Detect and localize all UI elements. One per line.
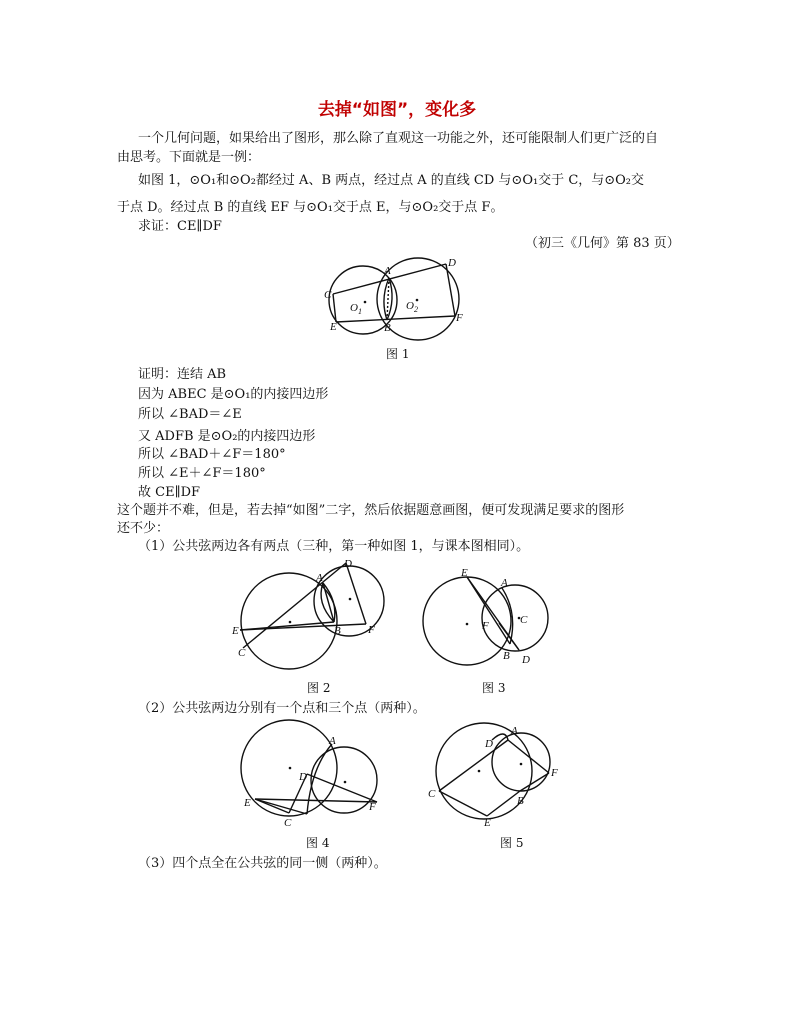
figure-5 (425, 720, 575, 830)
case-2-text: （2）公共弦两边分别有一个点和三个点（两种）。 (138, 701, 426, 716)
proof-line-4: 又 ADFB 是⊙O₂的内接四边形 (138, 429, 316, 444)
label-b: B (384, 322, 391, 334)
label-f: F (456, 312, 463, 324)
proof-line-6: 所以 ∠E＋∠F＝180° (138, 466, 266, 481)
segment-df (446, 264, 455, 316)
svg-text:D: D (299, 771, 307, 783)
svg-text:C: C (284, 817, 292, 829)
svg-text:A: A (501, 577, 508, 589)
svg-text:A: A (316, 572, 323, 584)
svg-text:D: D (344, 558, 352, 570)
figure-1-caption: 图 1 (386, 347, 410, 361)
intro-line-2: 由思考。下面就是一例： (117, 150, 261, 165)
label-o1: O (350, 302, 358, 314)
svg-text:E: E (484, 817, 491, 829)
svg-text:E: E (244, 797, 251, 809)
svg-text:C: C (520, 614, 528, 626)
proof-line-3: 所以 ∠BAD＝∠E (138, 407, 242, 422)
page-title: 去掉“如图”，变化多 (317, 100, 477, 120)
prove-statement: 求证：CE∥DF (138, 219, 222, 234)
svg-text:C: C (238, 647, 246, 659)
label-c: C (324, 289, 332, 301)
intro-line-1: 一个几何问题，如果给出了图形，那么除了直观这一功能之外，还可能限制人们更广泛的自 (138, 131, 659, 146)
svg-text:B: B (334, 625, 341, 637)
label-e: E (330, 321, 337, 333)
svg-text:A: A (511, 725, 518, 737)
figure-3 (415, 565, 565, 670)
figure-5-caption: 图 5 (500, 836, 524, 850)
label-a: A (384, 265, 391, 277)
figure-4-caption: 图 4 (306, 836, 330, 850)
label-o2-sub: 2 (414, 305, 418, 314)
discussion-line-2: 还不少： (117, 521, 170, 536)
svg-text:B: B (517, 795, 524, 807)
proof-line-7: 故 CE∥DF (138, 485, 201, 500)
source-note: （初三《几何》第 83 页） (525, 236, 680, 251)
svg-text:F: F (369, 801, 376, 813)
label-o2: O (406, 300, 414, 312)
svg-text:D: D (485, 738, 493, 750)
figure-3-caption: 图 3 (482, 681, 506, 695)
figure-1 (320, 255, 470, 340)
problem-line-1: 如图 1，⊙O₁和⊙O₂都经过 A、B 两点，经过点 A 的直线 CD 与⊙O₁交于 C，与⊙O₂交 (138, 173, 645, 188)
figure-4 (237, 718, 392, 833)
svg-text:F: F (482, 620, 489, 632)
line-ef (336, 316, 455, 322)
proof-line-5: 所以 ∠BAD＋∠F＝180° (138, 447, 286, 462)
svg-text:B: B (503, 650, 510, 662)
svg-text:C: C (428, 788, 436, 800)
figure-2-caption: 图 2 (307, 681, 331, 695)
case-1-text: （1）公共弦两边各有两点（三种，第一种如图 1，与课本图相同）。 (138, 539, 530, 554)
svg-text:F: F (551, 767, 558, 779)
discussion-line-1: 这个题并不难，但是，若去掉“如图”二字，然后依据题意画图，便可发现满足要求的图形 (117, 503, 625, 518)
svg-text:E: E (232, 625, 239, 637)
svg-text:F: F (368, 624, 375, 636)
proof-line-2: 因为 ABEC 是⊙O₁的内接四边形 (138, 387, 329, 402)
svg-text:D: D (522, 654, 530, 666)
svg-text:A: A (329, 735, 336, 747)
svg-text:E: E (461, 567, 468, 579)
figure-2 (232, 555, 392, 670)
label-d: D (448, 257, 456, 269)
problem-line-2: 于点 D。经过点 B 的直线 EF 与⊙O₁交于点 E，与⊙O₂交于点 F。 (117, 200, 504, 215)
proof-line-1: 证明：连结 AB (138, 367, 227, 382)
label-o1-sub: 1 (358, 307, 362, 316)
case-3-text: （3）四个点全在公共弦的同一侧（两种）。 (138, 856, 387, 871)
